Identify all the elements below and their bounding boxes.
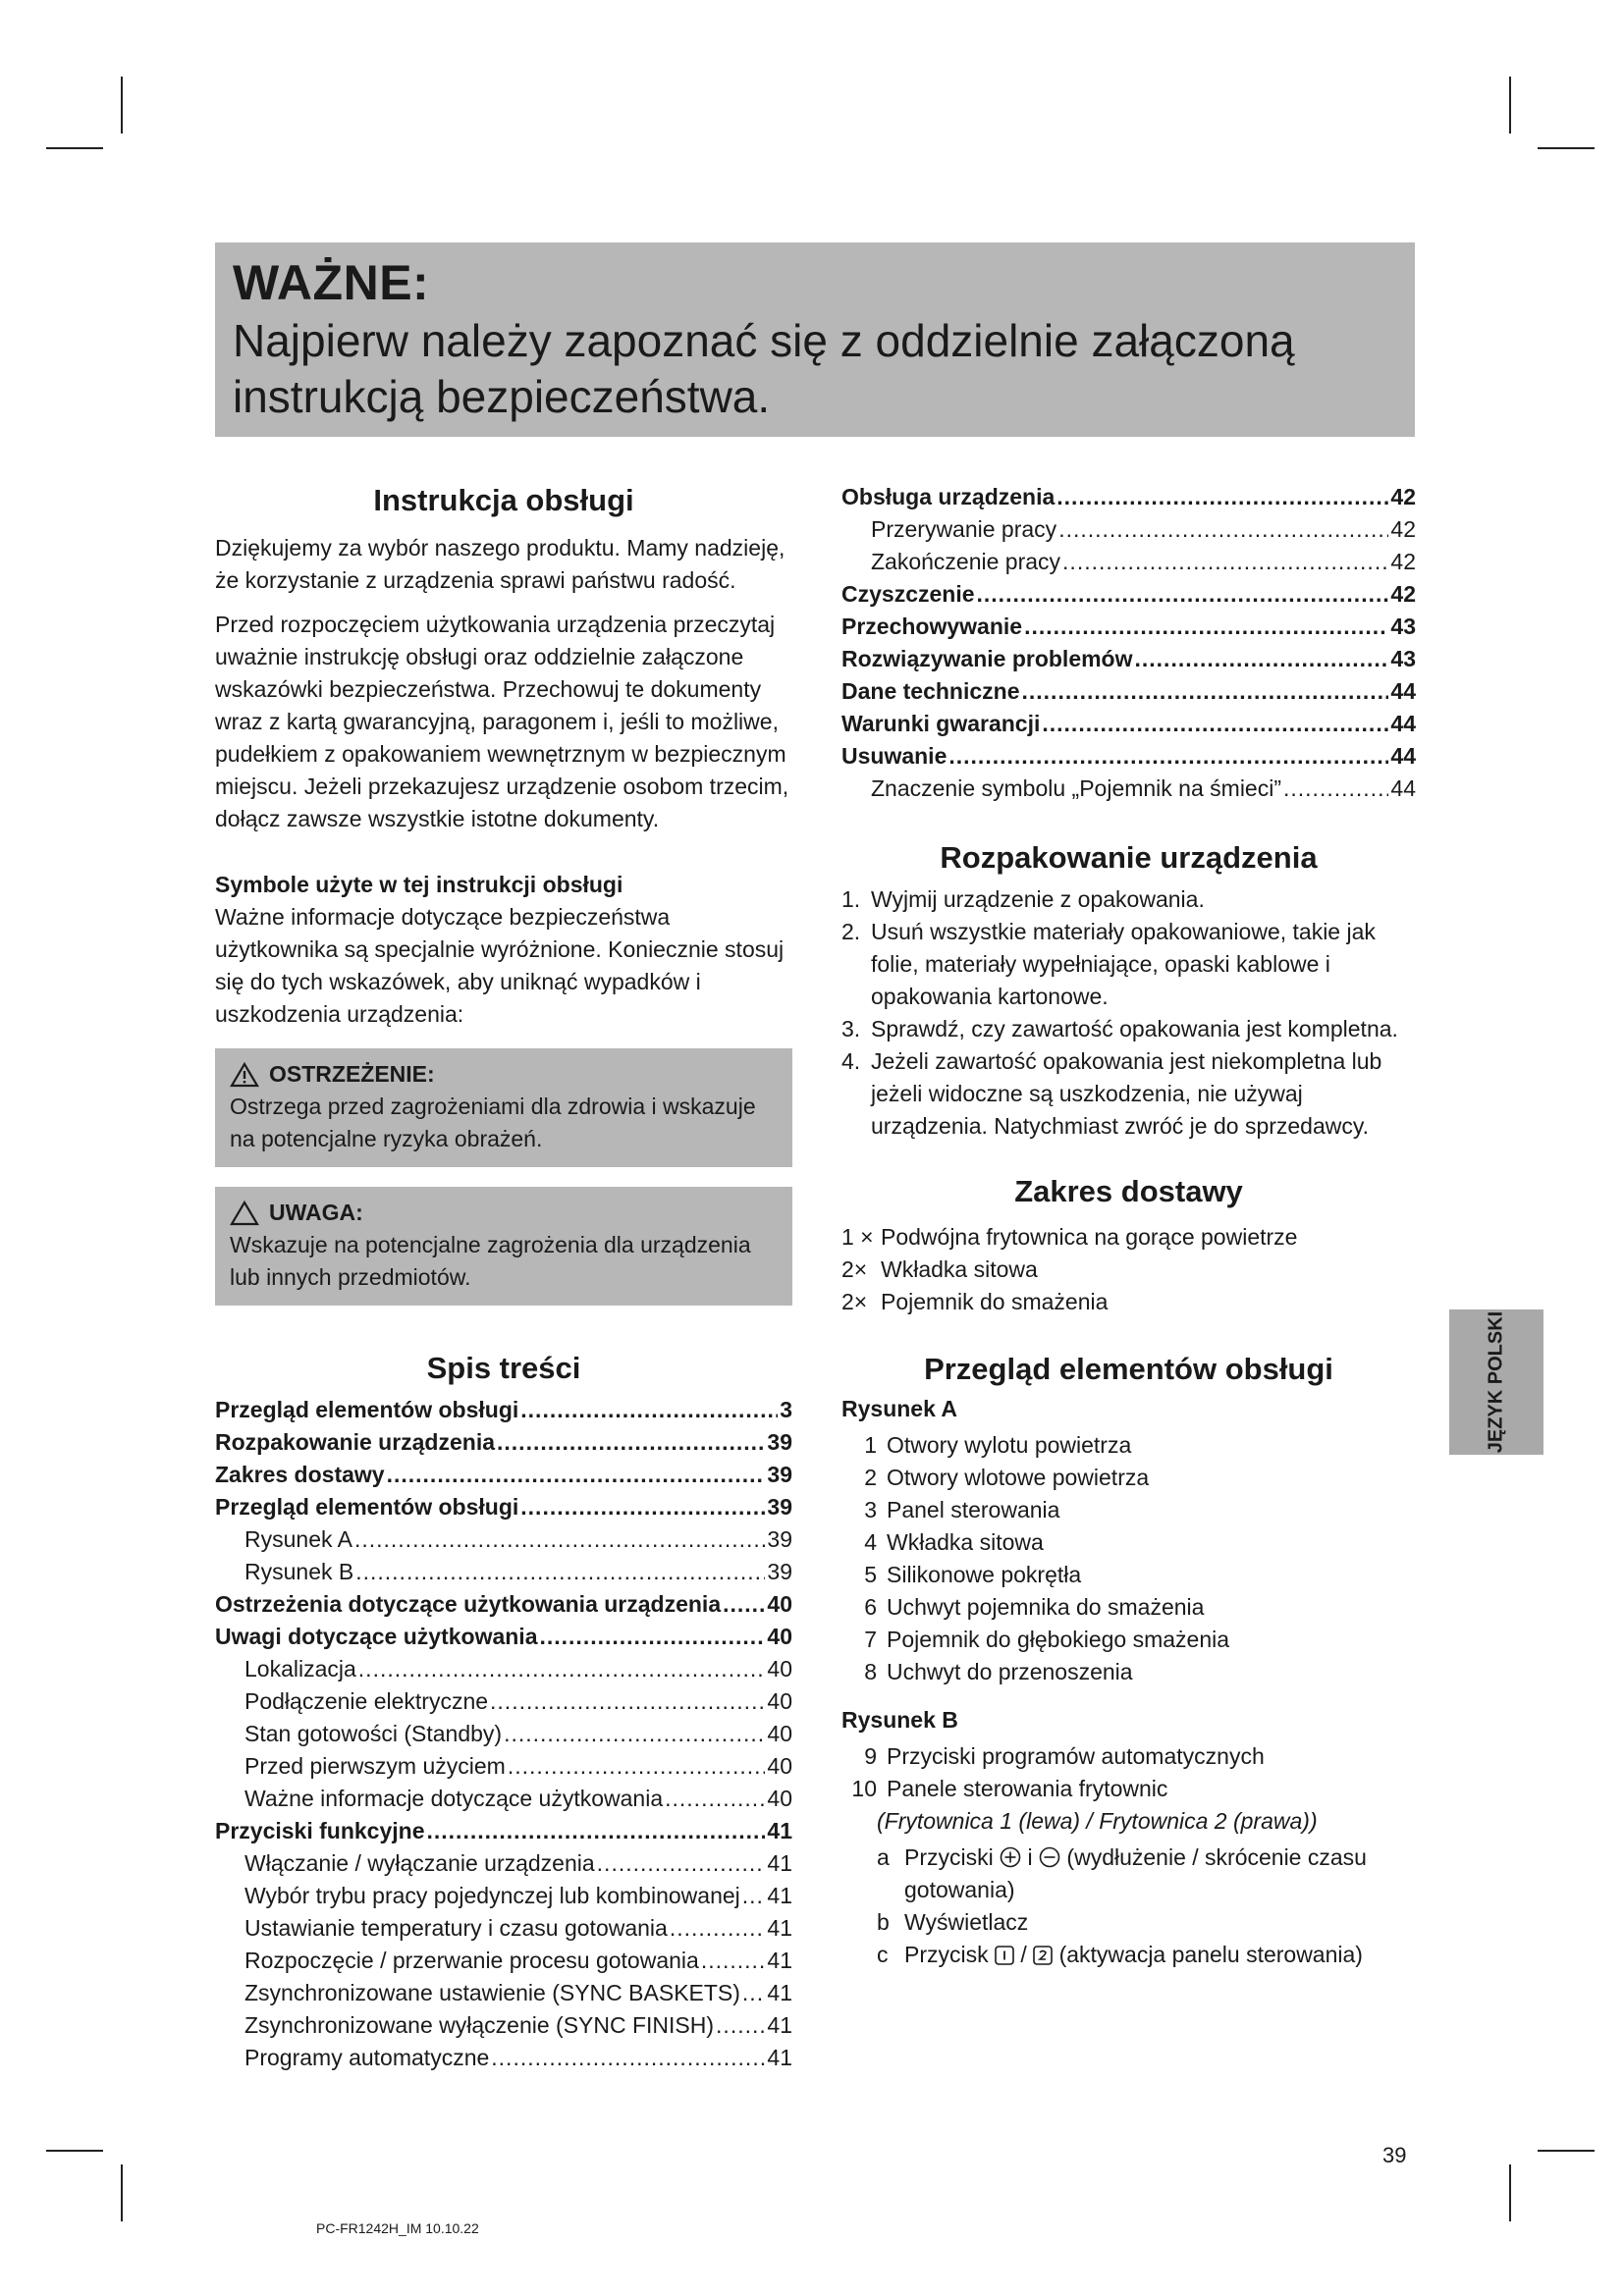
toc-subentry[interactable]: Ustawianie temperatury i czasu gotowania ..... 41 — [215, 1912, 792, 1945]
figure-b-label: Rysunek B — [841, 1707, 958, 1733]
toc-list-continued — [841, 481, 1416, 805]
toc-subentry[interactable]: Przed pierwszym użyciem ..... 40 — [215, 1750, 792, 1783]
list-item: 2. Usuń wszystkie materiały opakowaniowe, takie jak folie, materiały wypełniające, opaski kablowe i opakowania kartonowe. — [841, 919, 1376, 1009]
toc-entry[interactable]: Rozpakowanie urządzenia ..... 39 — [215, 1426, 792, 1459]
figure-a-label: Rysunek A — [841, 1396, 958, 1421]
delivery-list — [841, 1221, 1416, 1318]
toc-entry[interactable]: Ostrzeżenia dotyczące użytkowania urządzenia ..... 40 — [215, 1588, 792, 1621]
list-item: 3 Panel sterowania — [864, 1497, 1060, 1522]
sub-item-c: c Przycisk / (aktywacja panelu sterowania) — [877, 1942, 1363, 1967]
toc-entry[interactable]: Przegląd elementów obsługi ..... 3 — [215, 1394, 792, 1426]
sub-item-a: a Przyciski i (wydłużenie / skrócenie czasu gotowania) — [877, 1844, 1367, 1902]
toc-subentry[interactable]: Stan gotowości (Standby) ..... 40 — [215, 1718, 792, 1750]
language-side-tab — [1449, 1309, 1543, 1455]
list-item: 9 Przyciski programów automatycznych — [864, 1743, 1265, 1769]
list-item: 2× Pojemnik do smażenia — [841, 1289, 1109, 1314]
toc-subentry[interactable]: Ważne informacje dotyczące użytkowania ..... 40 — [215, 1783, 792, 1815]
toc-list — [215, 1394, 792, 2074]
list-item: 1 Otwory wylotu powietrza — [864, 1432, 1132, 1458]
toc-subentry[interactable]: Podłączenie elektryczne ..... 40 — [215, 1685, 792, 1718]
toc-subentry[interactable]: Rysunek B ..... 39 — [215, 1556, 792, 1588]
page-number: 39 — [1382, 2143, 1407, 2167]
toc-subentry[interactable]: Zsynchronizowane ustawienie (SYNC BASKETS) ..... 41 — [215, 1977, 792, 2009]
banner-title: WAŻNE: — [233, 255, 430, 310]
crop-mark — [1538, 2150, 1595, 2152]
toc-subentry[interactable]: Przerywanie pracy ..... 42 — [841, 513, 1416, 546]
overview-heading: Przegląd elementów obsługi — [924, 1352, 1333, 1386]
list-item: 7 Pojemnik do głębokiego smażenia — [864, 1627, 1230, 1652]
crop-mark — [121, 2164, 123, 2221]
toc-subentry[interactable]: Zakończenie pracy ..... 42 — [841, 546, 1416, 578]
right-column — [841, 481, 1416, 1971]
toc-subentry[interactable]: Wybór trybu pracy pojedynczej lub kombinowanej ..... 41 — [215, 1880, 792, 1912]
panels-note: (Frytownica 1 (lewa) / Frytownica 2 (prawa)) — [877, 1808, 1318, 1834]
list-item: 4. Jeżeli zawartość opakowania jest niekompletna lub jeżeli widoczne są uszkodzenia, nie używaj urządzenia. Natychmiast zwróć je do sprzedawcy. — [841, 1048, 1382, 1139]
caution-text: Wskazuje na potencjalne zagrożenia dla urządzenia lub innych przedmiotów. — [230, 1232, 751, 1290]
list-item: 2 Otwory wlotowe powietrza — [864, 1465, 1150, 1490]
parts-list-a — [841, 1429, 1416, 1688]
toc-entry[interactable]: Zakres dostawy ..... 39 — [215, 1459, 792, 1491]
crop-mark — [46, 2150, 103, 2152]
toc-entry[interactable]: Dane techniczne ..... 44 — [841, 675, 1416, 708]
caution-triangle-icon — [230, 1201, 259, 1226]
list-item: 4 Wkładka sitowa — [864, 1529, 1044, 1555]
footer-code: PC-FR1242H_IM 10.10.22 — [316, 2220, 479, 2236]
manual-heading: Instrukcja obsługi — [373, 483, 634, 517]
symbols-heading: Symbole użyte w tej instrukcji obsługi — [215, 872, 623, 897]
crop-mark — [46, 147, 103, 149]
symbols-paragraph: Ważne informacje dotyczące bezpieczeństwa użytkownika są specjalnie wyróżnione. Koniecznie stosuj się do tych wskazówek, aby uniknąć wypadków i uszkodzenia urządzenia: — [215, 904, 785, 1027]
toc-subentry[interactable]: Znaczenie symbolu „Pojemnik na śmieci” ..... 44 — [841, 773, 1416, 805]
sub-item-b: b Wyświetlacz — [877, 1909, 1029, 1935]
important-banner — [215, 242, 1415, 437]
crop-mark — [121, 77, 123, 133]
toc-entry[interactable]: Obsługa urządzenia ..... 42 — [841, 481, 1416, 513]
intro-paragraph: Przed rozpoczęciem użytkowania urządzenia przeczytaj uważnie instrukcję obsługi oraz oddzielnie załączone wskazówki bezpieczeństwa. Przechowuj te dokumenty wraz z kartą gwarancyjną, paragonem i, jeśli to możliwe, pudełkiem z opakowaniem wewnętrznym w bezpiecznym miejscu. Jeżeli przekazujesz urządzenie osobom trzecim, dołącz zawsze wszystkie istotne dokumenty. — [215, 612, 789, 831]
toc-subentry[interactable]: Zsynchronizowane wyłączenie (SYNC FINISH) ..... 41 — [215, 2009, 792, 2042]
toc-entry[interactable]: Przechowywanie ..... 43 — [841, 611, 1416, 643]
toc-entry[interactable]: Przegląd elementów obsługi ..... 39 — [215, 1491, 792, 1523]
list-item: 1. Wyjmij urządzenie z opakowania. — [841, 886, 1205, 912]
crop-mark — [1538, 147, 1595, 149]
intro-paragraph: Dziękujemy za wybór naszego produktu. Mamy nadzieję, że korzystanie z urządzenia sprawi państwu radość. — [215, 535, 785, 593]
toc-subentry[interactable]: Rysunek A ..... 39 — [215, 1523, 792, 1556]
toc-subentry[interactable]: Programy automatyczne ..... 41 — [215, 2042, 792, 2074]
minus-button-icon — [1039, 1846, 1060, 1868]
caution-title: UWAGA: — [269, 1200, 363, 1225]
toc-entry[interactable]: Uwagi dotyczące użytkowania ..... 40 — [215, 1621, 792, 1653]
unpack-list — [841, 883, 1416, 1143]
banner-text: Najpierw należy zapoznać się z oddzielnie załączoną instrukcją bezpieczeństwa. — [233, 315, 1295, 422]
panel-1-button-icon — [995, 1946, 1014, 1965]
list-item: 6 Uchwyt pojemnika do smażenia — [864, 1594, 1205, 1620]
warning-text: Ostrzega przed zagrożeniami dla zdrowia i wskazuje na potencjalne ryzyka obrażeń. — [230, 1094, 756, 1151]
toc-entry[interactable]: Usuwanie ..... 44 — [841, 740, 1416, 773]
plus-button-icon — [1000, 1846, 1021, 1868]
list-item: 5 Silikonowe pokrętła — [864, 1562, 1082, 1587]
toc-heading: Spis treści — [426, 1351, 581, 1385]
unpack-heading: Rozpakowanie urządzenia — [940, 840, 1318, 875]
crop-mark — [1509, 77, 1511, 133]
left-column — [215, 481, 792, 2074]
list-item: 1 × Podwójna frytownica na gorące powietrze — [841, 1224, 1298, 1250]
caution-box — [215, 1187, 792, 1306]
list-item: 3. Sprawdź, czy zawartość opakowania jest kompletna. — [841, 1016, 1398, 1041]
warning-box — [215, 1048, 792, 1167]
toc-entry[interactable]: Czyszczenie ..... 42 — [841, 578, 1416, 611]
list-item: 8 Uchwyt do przenoszenia — [864, 1659, 1133, 1684]
crop-mark — [1509, 2164, 1511, 2221]
list-item: 10 Panele sterowania frytownic — [851, 1776, 1168, 1801]
language-label: JĘZYK POLSKI — [1485, 1310, 1507, 1454]
list-item: 2× Wkładka sitowa — [841, 1256, 1038, 1282]
warning-title: OSTRZEŻENIE: — [269, 1061, 435, 1087]
toc-entry[interactable]: Warunki gwarancji ..... 44 — [841, 708, 1416, 740]
panel-2-button-icon — [1033, 1946, 1053, 1965]
toc-subentry[interactable]: Rozpoczęcie / przerwanie procesu gotowania ..... 41 — [215, 1945, 792, 1977]
toc-subentry[interactable]: Lokalizacja ..... 40 — [215, 1653, 792, 1685]
toc-entry[interactable]: Przyciski funkcyjne ..... 41 — [215, 1815, 792, 1847]
delivery-heading: Zakres dostawy — [1014, 1174, 1243, 1208]
warning-triangle-icon — [230, 1062, 259, 1088]
toc-entry[interactable]: Rozwiązywanie problemów ..... 43 — [841, 643, 1416, 675]
parts-list-b — [841, 1740, 1416, 1971]
toc-subentry[interactable]: Włączanie / wyłączanie urządzenia ..... 41 — [215, 1847, 792, 1880]
